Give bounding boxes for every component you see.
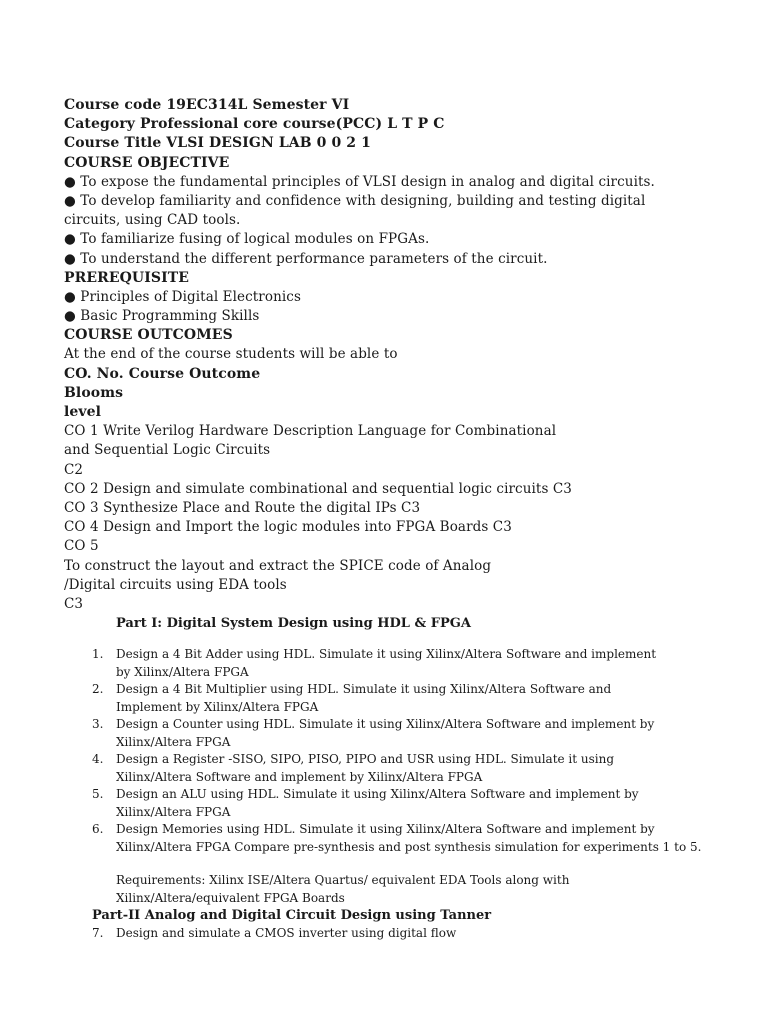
experiment-text: Design a Counter using HDL. Simulate it using Xilinx/Altera Software and implement by (116, 717, 655, 732)
experiment-text: Design and simulate a CMOS inverter using digital flow (116, 926, 457, 941)
experiment-text: Design an ALU using HDL. Simulate it using Xilinx/Altera Software and implement by (116, 787, 639, 802)
objective-line: ● To understand the different performance parameters of the circuit. (64, 250, 548, 267)
objective-heading: COURSE OBJECTIVE (64, 154, 230, 171)
experiment-item (64, 821, 744, 856)
experiment-text: Implement by Xilinx/Altera FPGA (116, 699, 319, 714)
experiment-number: 6. (92, 822, 104, 837)
experiment-text: Design a 4 Bit Multiplier using HDL. Simulate it using Xilinx/Altera Software and (116, 682, 612, 697)
experiment-item (64, 646, 744, 681)
experiment-number: 2. (92, 682, 104, 697)
experiment-item (64, 716, 744, 751)
experiment-text: Xilinx/Altera Software and implement by Xilinx/Altera FPGA (116, 769, 483, 784)
outcome-line: To construct the layout and extract the SPICE code of Analog (64, 557, 492, 574)
experiment-text: Design Memories using HDL. Simulate it using Xilinx/Altera Software and implement by (116, 822, 655, 837)
requirements-text: Xilinx/Altera/equivalent FPGA Boards (116, 890, 345, 905)
blooms-header: Blooms (64, 384, 124, 401)
outcomes-column-header: CO. No. Course Outcome (64, 365, 261, 382)
outcome-line: CO 4 Design and Import the logic modules into FPGA Boards C3 (64, 519, 512, 536)
outcome-line: CO 1 Write Verilog Hardware Description Language for Combinational (64, 423, 557, 440)
prerequisite-line: ● Basic Programming Skills (64, 308, 260, 325)
experiment-item (64, 925, 744, 943)
part2-experiment-list (64, 925, 744, 943)
outcomes-intro: At the end of the course students will be able to (64, 346, 398, 363)
outcome-line: CO 2 Design and simulate combinational and sequential logic circuits C3 (64, 480, 572, 497)
prerequisite-line: ● Principles of Digital Electronics (64, 288, 301, 305)
experiment-text: Design a Register -SISO, SIPO, PISO, PIPO and USR using HDL. Simulate it using (116, 752, 615, 767)
level-header: level (64, 404, 102, 420)
experiment-text: Xilinx/Altera FPGA Compare pre-synthesis and post synthesis simulation for experiments 1 to 5. (116, 839, 702, 854)
experiment-number: 4. (92, 752, 104, 767)
experiment-text: Xilinx/Altera FPGA (116, 734, 231, 749)
category-line: Category Professional core course(PCC) L T P C (64, 116, 445, 133)
outcome-line: and Sequential Logic Circuits (64, 442, 271, 459)
experiment-item (64, 681, 744, 716)
part1-experiment-list (64, 646, 744, 856)
experiment-item (64, 751, 744, 786)
experiment-text: Design a 4 Bit Adder using HDL. Simulate it using Xilinx/Altera Software and implement (116, 647, 657, 662)
experiment-item (64, 786, 744, 821)
experiment-number: 7. (92, 926, 104, 941)
objective-line: ● To develop familiarity and confidence with designing, building and testing digital (64, 192, 646, 209)
experiment-text: Xilinx/Altera FPGA (116, 804, 231, 819)
objective-line: ● To familiarize fusing of logical modules on FPGAs. (64, 231, 430, 248)
outcome-line: /Digital circuits using EDA tools (64, 576, 287, 593)
document-content (64, 96, 744, 943)
requirements-text: Requirements: Xilinx ISE/Altera Quartus/ equivalent EDA Tools along with (116, 873, 570, 888)
prerequisite-heading: PREREQUISITE (64, 269, 190, 286)
experiment-number: 1. (92, 647, 104, 662)
outcome-line: C3 (64, 595, 84, 612)
course-title-line: Course Title VLSI DESIGN LAB 0 0 2 1 (64, 135, 371, 152)
objective-line: ● To expose the fundamental principles of VLSI design in analog and digital circuits. (64, 173, 655, 190)
experiment-number: 3. (92, 717, 104, 732)
objective-line: circuits, using CAD tools. (64, 212, 241, 229)
outcomes-heading: COURSE OUTCOMES (64, 327, 233, 344)
outcome-line: CO 5 (64, 538, 99, 555)
outcome-line: C2 (64, 461, 84, 478)
experiment-text: by Xilinx/Altera FPGA (116, 664, 249, 679)
experiment-number: 5. (92, 787, 104, 802)
part2-title: Part-II Analog and Digital Circuit Design using Tanner (92, 908, 492, 924)
requirements-block (64, 872, 744, 907)
course-code-line: Course code 19EC314L Semester VI (64, 97, 350, 113)
part1-title: Part I: Digital System Design using HDL & FPGA (116, 616, 471, 632)
outcome-line: CO 3 Synthesize Place and Route the digital IPs C3 (64, 499, 421, 516)
